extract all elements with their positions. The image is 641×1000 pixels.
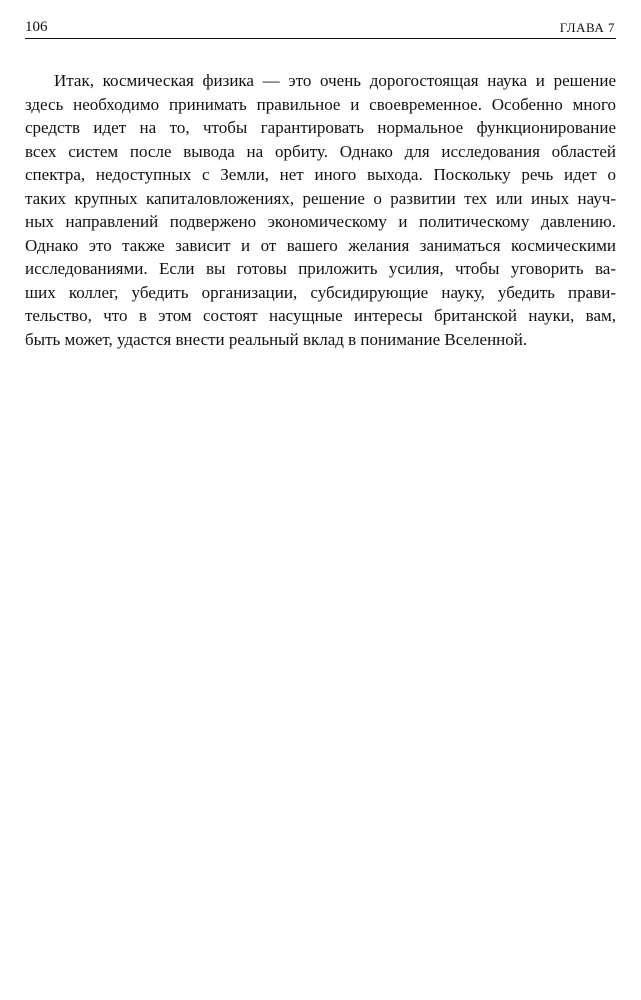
text-line: быть может, удастся внести реальный вклад в понимание Вселенной.	[25, 329, 528, 349]
page-number: 106	[25, 19, 48, 35]
running-head: ГЛАВА 7	[559, 20, 615, 35]
text-line: спектра, недоступных с Земли, нет иного выхода. Поскольку речь идет о	[25, 165, 616, 184]
page-header	[25, 18, 616, 39]
text-line: тельство, что в этом состоят насущные интересы британской науки, вам,	[25, 306, 616, 325]
text-line: ных направлений подвержено экономическому и политическому давлению.	[25, 212, 616, 231]
body-paragraph	[25, 69, 616, 351]
text-line: ших коллег, убедить организации, субсидирующие науку, убедить прави-	[25, 282, 616, 302]
text-line: здесь необходимо принимать правильное и своевременное. Особенно много	[25, 94, 616, 114]
text-line: Итак, космическая физика — это очень дорогостоящая наука и решение	[54, 71, 616, 90]
text-line: всех систем после вывода на орбиту. Однако для исследования областей	[25, 141, 616, 161]
text-line: исследованиями. Если вы готовы приложить усилия, чтобы уговорить ва-	[25, 259, 616, 278]
text-line: таких крупных капиталовложениях, решение о развитии тех или иных науч-	[25, 188, 616, 208]
text-line: Однако это также зависит и от вашего желания заниматься космическими	[25, 235, 616, 255]
text-line: средств идет на то, чтобы гарантировать нормальное функционирование	[25, 118, 616, 137]
